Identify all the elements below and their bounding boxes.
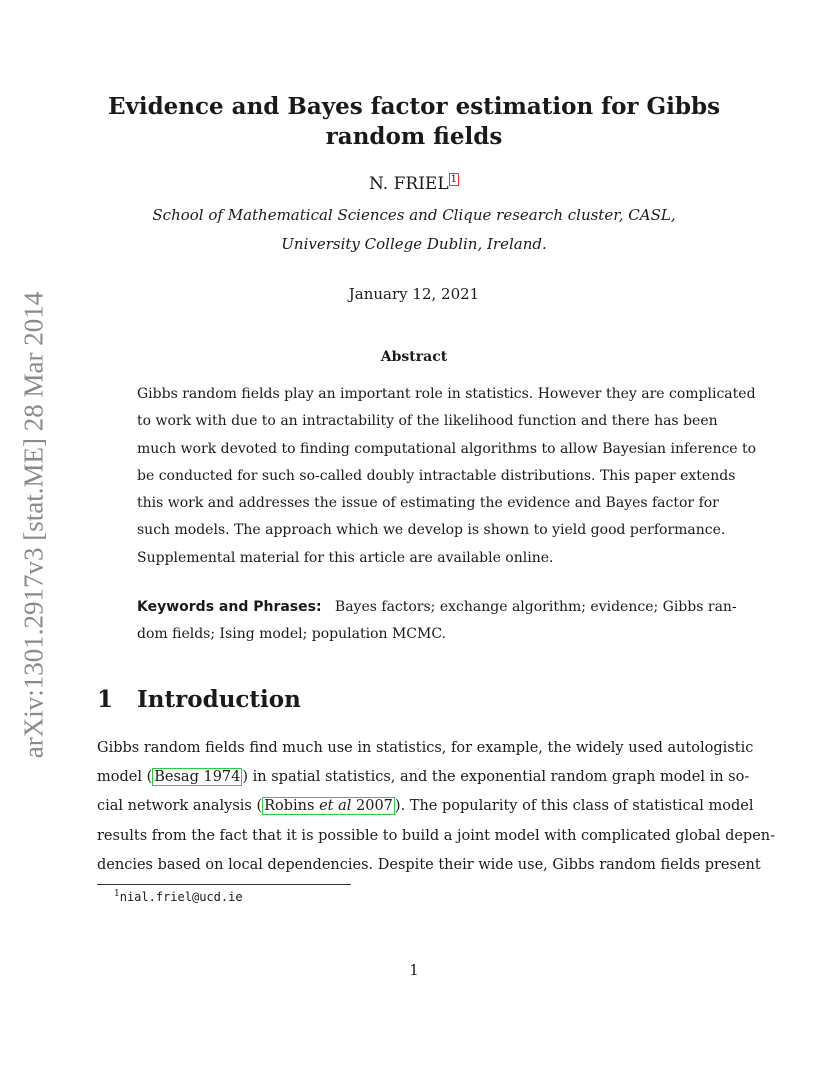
intro-text: ). The popularity of this class of statistical model [394, 798, 754, 815]
keywords [137, 594, 737, 649]
keywords-line-1 [137, 594, 737, 621]
author [0, 174, 828, 194]
section-heading [97, 686, 301, 713]
intro-text: model ( [97, 769, 153, 786]
citation-author: Robins [264, 798, 320, 815]
date: January 12, 2021 [348, 285, 480, 303]
intro-text: ) in spatial statistics, and the exponential random graph model in so- [242, 769, 750, 786]
citation-et-al: et al [319, 798, 352, 815]
intro-line-2 [97, 763, 750, 792]
page-number: 1 [409, 961, 419, 979]
citation-year: 2007 [351, 798, 393, 815]
abstract-heading: Abstract [380, 349, 448, 365]
abstract-line: to work with due to an intractability of the likelihood function and there has been [137, 413, 718, 430]
affiliation-line-1: School of Mathematical Sciences and Clique research cluster, CASL, [152, 206, 676, 224]
abstract-line: this work and addresses the issue of estimating the evidence and Bayes factor for [137, 495, 719, 512]
citation-robins-2007[interactable] [262, 797, 395, 815]
intro-line-5: dencies based on local dependencies. Despite their wide use, Gibbs random fields present [97, 856, 761, 873]
intro-line-3 [97, 792, 754, 821]
intro-line-1: Gibbs random fields find much use in statistics, for example, the widely used autologistic [97, 740, 754, 756]
paper-title [0, 92, 828, 152]
affiliation-line-2: University College Dublin, Ireland. [281, 235, 547, 253]
footnote-email: nial.friel@ucd.ie [119, 890, 243, 904]
arxiv-side-label: arXiv:1301.2917v3 [stat.ME] 28 Mar 2014 [18, 291, 49, 759]
abstract-line: such models. The approach which we develop is shown to yield good performance. [137, 522, 726, 539]
intro-line-4: results from the fact that it is possible to build a joint model with complicated global depen- [97, 827, 776, 844]
abstract-line: much work devoted to finding computational algorithms to allow Bayesian inference to [137, 440, 757, 457]
section-number: 1 [97, 686, 114, 713]
author-name: N. FRIEL [369, 174, 449, 194]
title-line-1: Evidence and Bayes factor estimation for Gibbs [107, 93, 721, 120]
section-title: Introduction [137, 686, 301, 713]
keywords-text-2: dom fields; Ising model; population MCMC. [137, 626, 446, 643]
abstract-line: be conducted for such so-called doubly intractable distributions. This paper extends [137, 467, 736, 484]
keywords-text-1: Bayes factors; exchange algorithm; evidence; Gibbs ran- [334, 599, 737, 615]
keywords-label: Keywords and Phrases: [137, 599, 322, 615]
title-line-2: random fields [325, 123, 503, 150]
citation-besag-1974[interactable]: Besag 1974 [154, 769, 241, 786]
abstract-body [137, 381, 757, 572]
intro-paragraph [97, 734, 776, 880]
footnote [114, 889, 243, 904]
abstract-line: Supplemental material for this article are available online. [137, 549, 554, 566]
footnote-rule [97, 884, 351, 885]
abstract-line: Gibbs random fields play an important role in statistics. However they are complicated [137, 386, 756, 402]
intro-text: cial network analysis ( [97, 798, 263, 815]
author-footnote-link[interactable]: 1 [450, 174, 457, 185]
footnote-mark: 1 [114, 889, 120, 899]
